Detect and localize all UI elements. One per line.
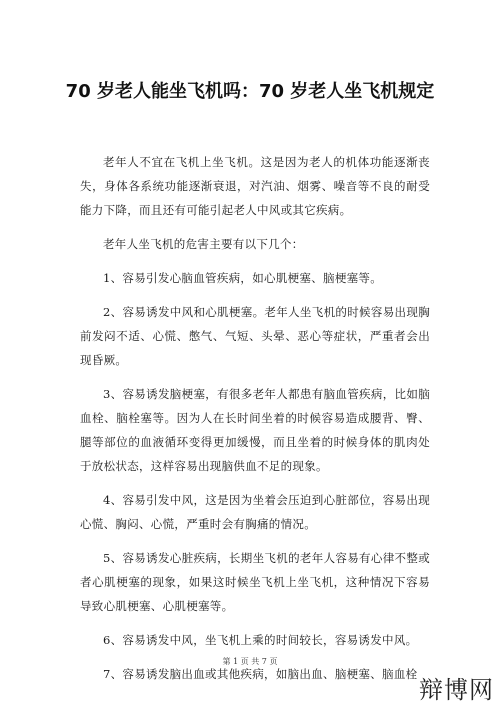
document-title: 70 岁老人能坐飞机吗：70 岁老人坐飞机规定 [65,81,435,102]
page-number-footer: 第 1 页 共 7 页 [222,657,278,666]
paragraph: 3、容易诱发脑梗塞，有很多老年人都患有脑血管疾病，比如脑血栓、脑栓塞等。因为人在长时间坐着的时候容易造成腰背、臀、腿等部位的血液循环变得更加缓慢，而且坐着的时候身体的肌肉处于放松状态，这样容易出现脑供血不足的现象。 [80,387,430,473]
paragraph: 1、容易引发心脑血管疾病，如心肌梗塞、脑梗塞等。 [103,271,383,285]
paragraph: 7、容易诱发脑出血或其他疾病，如脑出血、脑梗塞、脑血栓 [103,667,418,681]
paragraph: 老年人不宜在飞机上坐飞机。这是因为老人的机体功能逐渐丧失，身体各系统功能逐渐衰退，对汽油、烟雾、噪音等不良的耐受能力下降，而且还有可能引起老人中风或其它疾病。 [80,155,430,217]
paragraph: 6、容易诱发中风，坐飞机上乘的时间较长，容易诱发中风。 [103,633,418,647]
document-body [80,150,430,696]
paragraph: 老年人坐飞机的危害主要有以下几个： [103,237,304,251]
paragraph: 2、容易诱发中风和心肌梗塞。老年人坐飞机的时候容易出现胸前发闷不适、心慌、憋气、气短、头晕、恶心等症状，严重者会出现昏厥。 [80,305,430,367]
site-watermark: 辩博网 [419,676,494,704]
paragraph: 4、容易引发中风，这是因为坐着会压迫到心脏部位，容易出现心慌、胸闷、心慌，严重时会有胸痛的情况。 [80,493,430,531]
paragraph: 5、容易诱发心脏疾病，长期坐飞机的老年人容易有心律不整或者心肌梗塞的现象，如果这时候坐飞机上坐飞机，这种情况下容易导致心肌梗塞、心肌梗塞等。 [80,551,430,613]
